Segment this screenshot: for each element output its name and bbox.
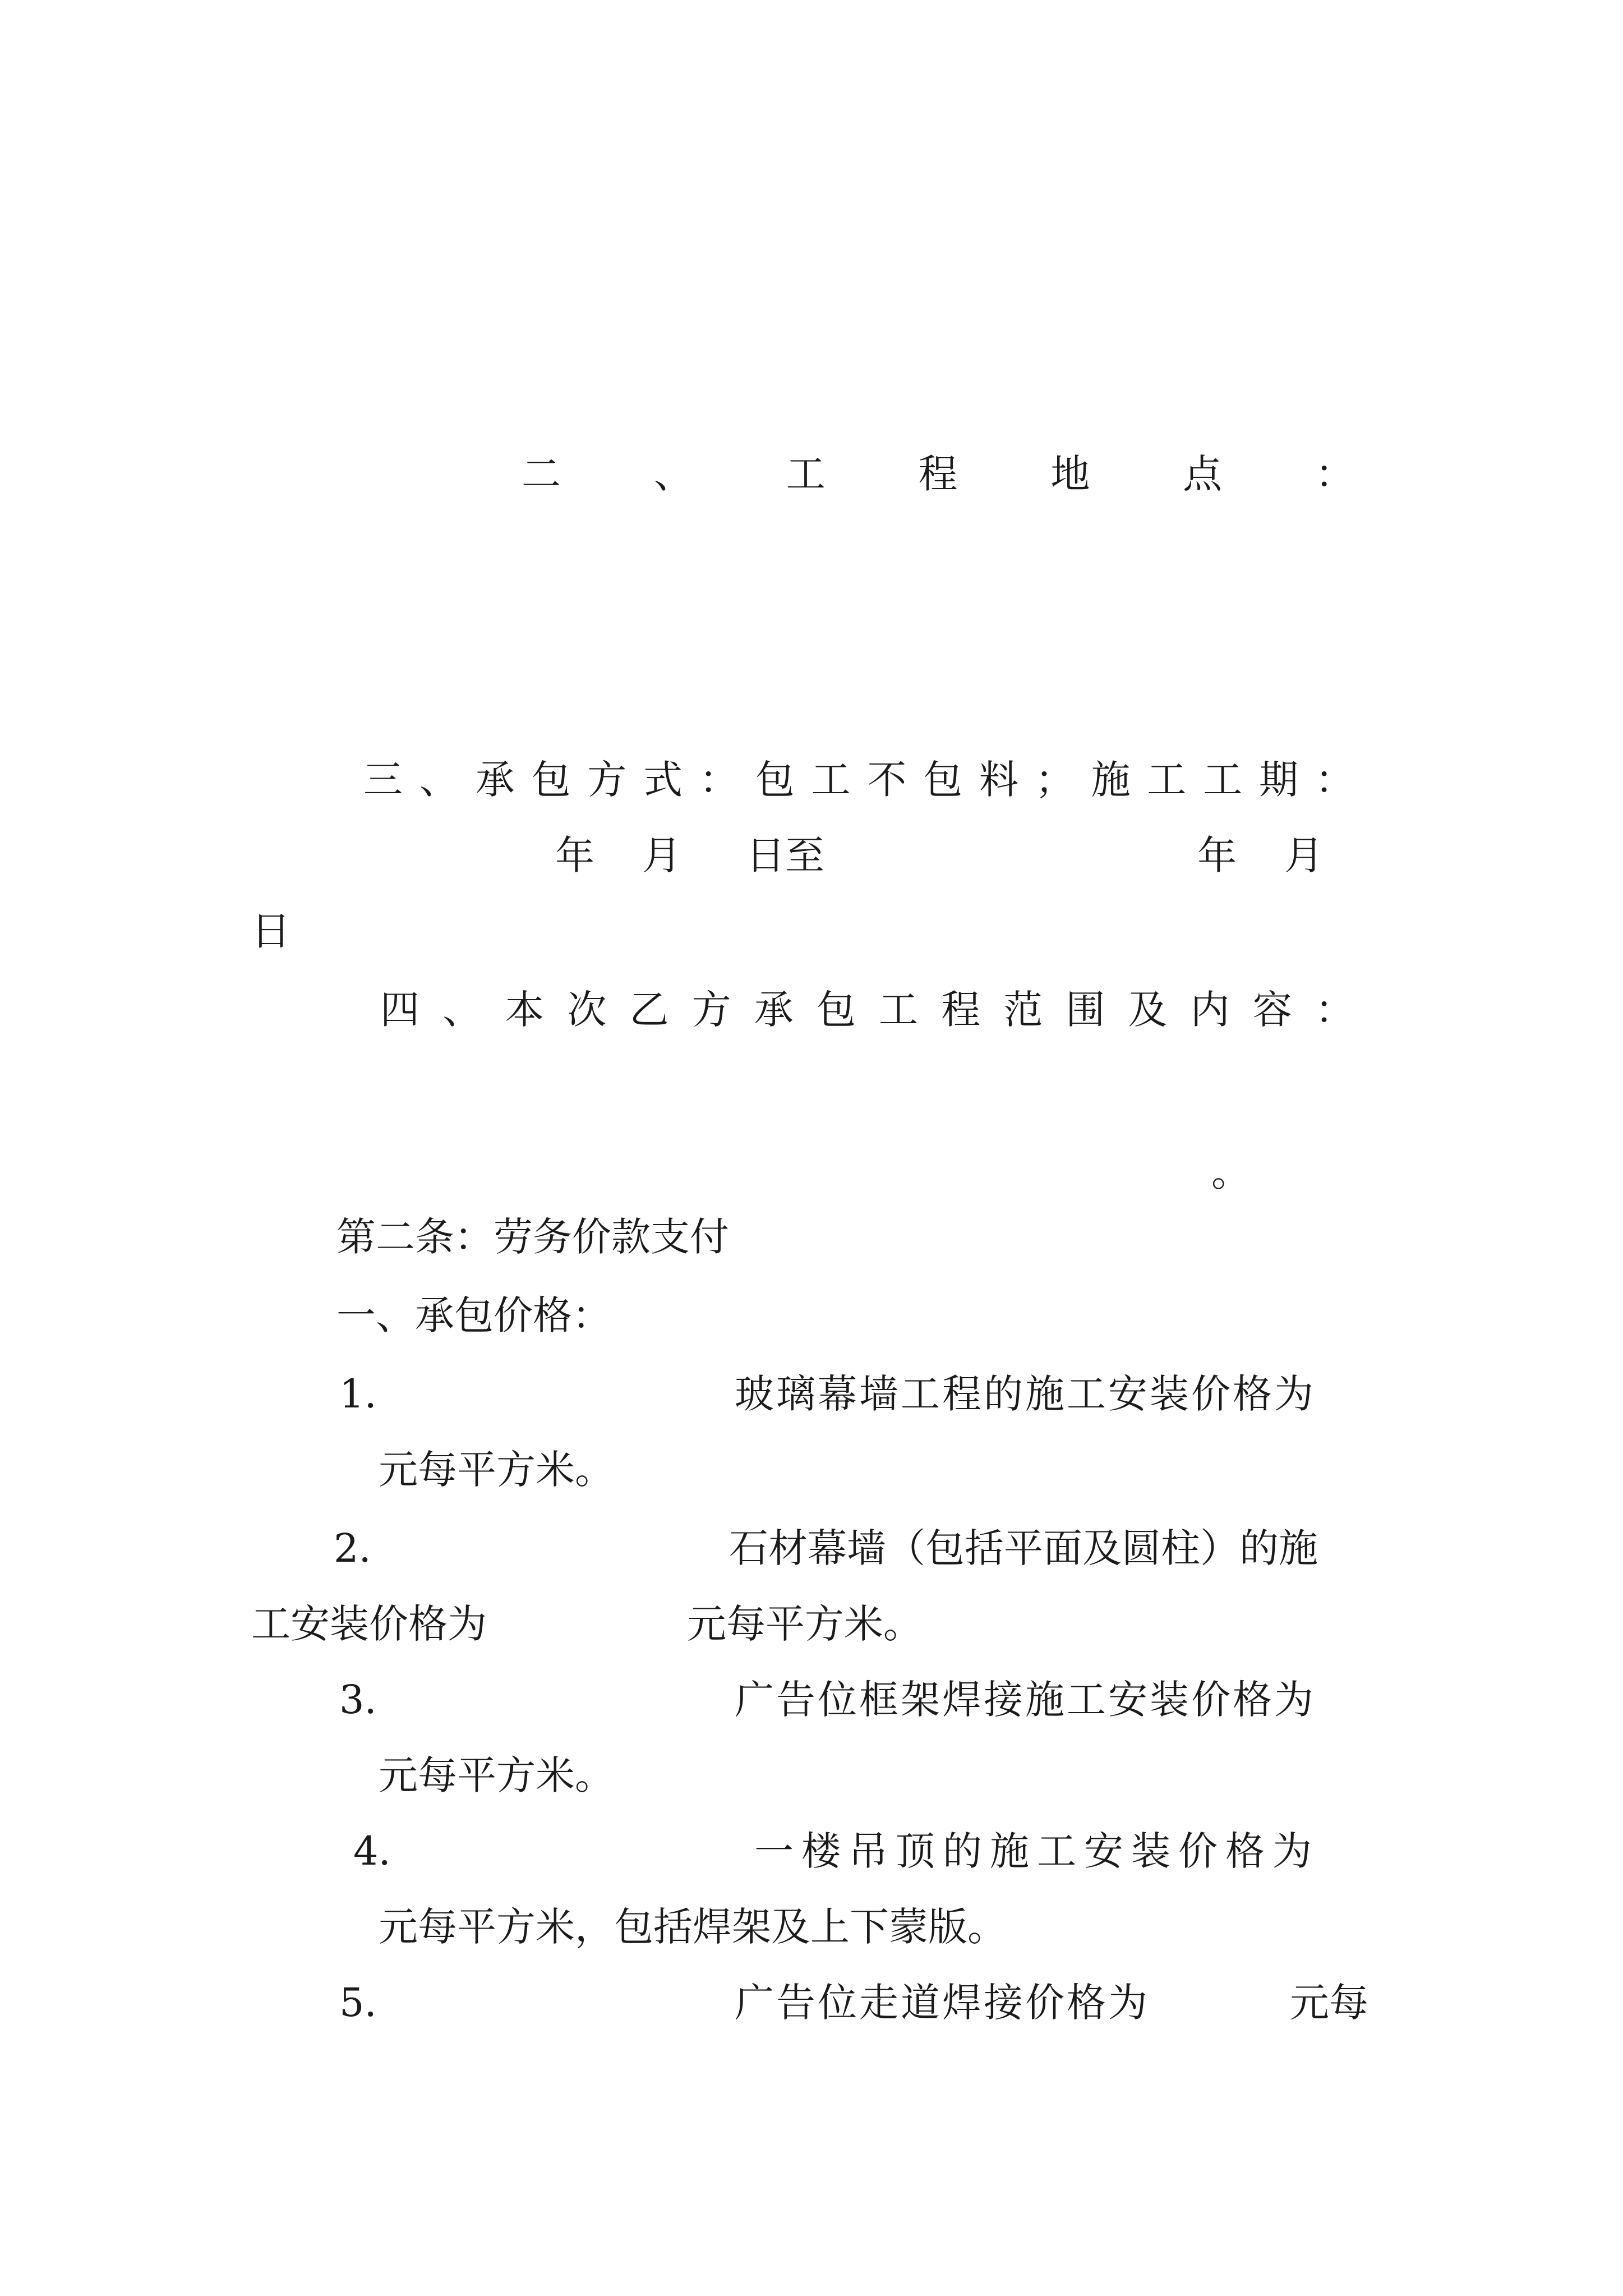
- item-1-continuation: 元每平方米。: [379, 1447, 614, 1493]
- section-4-char: 次: [567, 987, 607, 1033]
- section-2-char: 点: [1183, 451, 1223, 497]
- item-3-number: 3.: [339, 1677, 377, 1723]
- item-5-continuation: 元每: [1290, 1980, 1368, 2026]
- section-3-char: 方: [587, 757, 627, 803]
- section-4-char: 本: [505, 987, 545, 1033]
- section-3-char: 包: [755, 757, 795, 803]
- section-4-char: 四: [380, 987, 419, 1033]
- section-4-end-mark: 。: [1211, 1149, 1251, 1195]
- section-4-char: ：: [1315, 987, 1354, 1033]
- item-1-text: 玻璃幕墙工程的施工安装价格为: [735, 1371, 1316, 1417]
- section-2-char: 地: [1050, 451, 1090, 497]
- item-4-number: 4.: [353, 1828, 391, 1874]
- item-3-continuation: 元每平方米。: [379, 1752, 614, 1798]
- section-4-char: 乙: [629, 987, 669, 1033]
- section-2-char: 二: [522, 451, 561, 497]
- section-4-char: 方: [691, 987, 731, 1033]
- item-3-text: 广告位框架焊接施工安装价格为: [735, 1677, 1316, 1723]
- section-2-char: ：: [1315, 451, 1354, 497]
- section-4-char: 容: [1252, 987, 1292, 1033]
- section-4-scope: [380, 984, 1354, 1035]
- section-3-char: 三: [363, 757, 403, 803]
- section-3-char: 施: [1091, 757, 1131, 803]
- section-4-char: 围: [1066, 987, 1105, 1033]
- section-3-char: 不: [867, 757, 907, 803]
- section-3-char: 工: [811, 757, 851, 803]
- date-start-day-to: 日至: [746, 832, 824, 878]
- date-start-year: 年: [555, 832, 594, 878]
- section-3-char: 承: [475, 757, 515, 803]
- section-3-char: 、: [419, 757, 459, 803]
- item-2-text: 石材幕墙（包括平面及圆柱）的施: [729, 1525, 1318, 1571]
- item-5-text: 广告位走道焊接价格为: [735, 1980, 1150, 2026]
- item-2-continuation-b: 元每平方米。: [687, 1601, 923, 1647]
- section-3-char: ：: [699, 757, 739, 803]
- section-2-char: 、: [653, 451, 693, 497]
- section-4-char: 工: [879, 987, 918, 1033]
- section-2-char: 程: [918, 451, 958, 497]
- section-4-char: 程: [941, 987, 981, 1033]
- section-3-char: 式: [643, 757, 683, 803]
- item-1-number: 1.: [339, 1371, 377, 1417]
- section-3-char: 料: [979, 757, 1018, 803]
- article-2-heading: 第二条：劳务价款支付: [336, 1214, 729, 1260]
- section-3-char: 包: [923, 757, 963, 803]
- date-end-year: 年: [1197, 832, 1237, 878]
- section-3-char: ；: [1035, 757, 1075, 803]
- section-4-char: 包: [816, 987, 856, 1033]
- section-4-char: 内: [1190, 987, 1230, 1033]
- section-3-char: 期: [1259, 757, 1298, 803]
- section-3-contract-method: [363, 754, 1354, 805]
- price-heading: 一、承包价格：: [336, 1292, 611, 1338]
- section-3-char: 工: [1203, 757, 1243, 803]
- section-2-char: 工: [786, 451, 826, 497]
- section-3-char: 工: [1147, 757, 1187, 803]
- section-4-char: 范: [1003, 987, 1043, 1033]
- item-4-text: 一楼吊顶的施工安装价格为: [754, 1828, 1320, 1874]
- section-3-char: ：: [1315, 757, 1354, 803]
- date-start-month: 月: [642, 832, 681, 878]
- section-2-location: [522, 449, 1354, 499]
- date-end-month: 月: [1284, 832, 1324, 878]
- item-2-number: 2.: [334, 1525, 371, 1571]
- section-4-char: 及: [1128, 987, 1168, 1033]
- section-3-char: 包: [531, 757, 571, 803]
- date-end-day: 日: [251, 908, 291, 954]
- section-4-char: 、: [442, 987, 482, 1033]
- section-4-char: 承: [754, 987, 794, 1033]
- item-5-number: 5.: [339, 1980, 377, 2026]
- item-2-continuation-a: 工安装价格为: [251, 1601, 487, 1647]
- item-4-continuation: 元每平方米，包括焊架及上下蒙版。: [379, 1904, 1007, 1950]
